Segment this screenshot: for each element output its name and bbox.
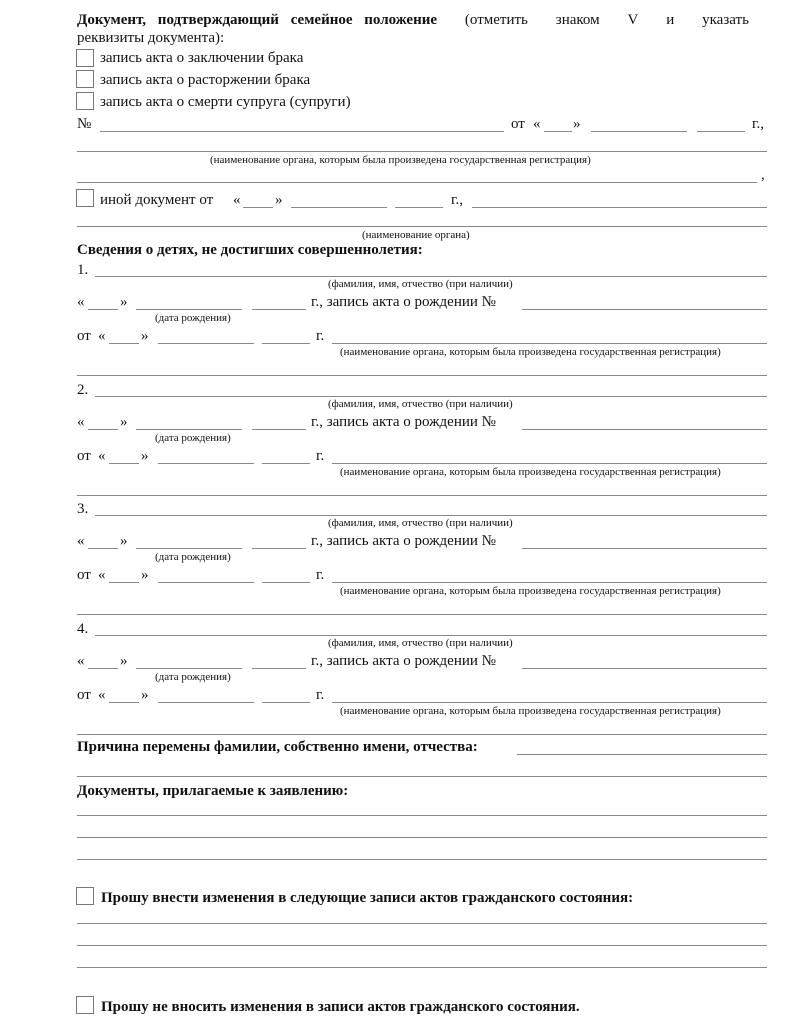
birth-month-field[interactable] [136, 309, 242, 310]
checkbox-divorce[interactable] [76, 70, 94, 88]
record-authority-field-2[interactable] [77, 614, 767, 615]
reason-field-line-2[interactable] [77, 776, 767, 777]
option-death-label: запись акта о смерти супруга (супруги) [100, 94, 351, 110]
child-number: 1. [77, 262, 89, 278]
birth-year-field[interactable] [252, 668, 306, 669]
birth-day-field[interactable] [88, 548, 118, 549]
record-authority-field[interactable] [332, 702, 767, 703]
attachments-label: Документы, прилагаемые к заявлению: [77, 783, 349, 799]
year-suffix: г. [316, 567, 325, 583]
open-quote: « [77, 294, 85, 310]
close-quote: » [141, 567, 149, 583]
hint-authority: (наименование органа) [362, 229, 470, 241]
other-authority-field[interactable] [77, 226, 767, 227]
year-suffix: г. [316, 328, 325, 344]
birth-record-number-field[interactable] [522, 309, 767, 310]
record-day-field[interactable] [109, 582, 139, 583]
close-quote: » [120, 653, 128, 669]
day-field[interactable] [544, 131, 572, 132]
hint-birth-date: (дата рождения) [155, 551, 231, 563]
hint-reg-authority: (наименование органа, которым была произведена государственная регистрация) [340, 585, 721, 597]
child-fio-field[interactable] [95, 515, 767, 516]
hint-reg-authority: (наименование органа, которым была произведена государственная регистрация) [210, 154, 591, 166]
doc-title-word: знаком [555, 12, 600, 28]
hint-reg-authority: (наименование органа, которым была произведена государственная регистрация) [340, 466, 721, 478]
option-other-label: иной документ от [100, 192, 214, 208]
open-quote: « [98, 448, 106, 464]
hint-reg-authority: (наименование органа, которым была произведена государственная регистрация) [340, 705, 721, 717]
year-suffix: г., [752, 116, 764, 132]
authority-field-line-2[interactable] [77, 182, 757, 183]
children-section-title: Сведения о детях, не достигших совершеннолетия: [77, 242, 423, 258]
hint-fio: (фамилия, имя, отчество (при наличии) [328, 278, 513, 290]
record-year-field[interactable] [262, 463, 310, 464]
year-suffix: г., [451, 192, 463, 208]
child-fio-field[interactable] [95, 276, 767, 277]
doc-title-word: указать [702, 12, 749, 28]
record-authority-field-2[interactable] [77, 734, 767, 735]
from-label: от [77, 687, 91, 703]
birth-day-field[interactable] [88, 309, 118, 310]
comma: , [761, 167, 765, 183]
birth-record-number-field[interactable] [522, 429, 767, 430]
birth-record-number-field[interactable] [522, 548, 767, 549]
from-label: от [77, 328, 91, 344]
birth-year-field[interactable] [252, 548, 306, 549]
record-authority-field[interactable] [332, 463, 767, 464]
close-quote: » [141, 448, 149, 464]
birth-record-label: г., запись акта о рождении № [311, 294, 496, 310]
attachments-line[interactable] [77, 815, 767, 816]
open-quote: « [533, 116, 541, 132]
checkbox-marriage[interactable] [76, 49, 94, 67]
year-suffix: г. [316, 687, 325, 703]
hint-birth-date: (дата рождения) [155, 312, 231, 324]
month-field[interactable] [591, 131, 687, 132]
hint-fio: (фамилия, имя, отчество (при наличии) [328, 517, 513, 529]
hint-birth-date: (дата рождения) [155, 671, 231, 683]
close-quote: » [120, 533, 128, 549]
doc-title-line2: реквизиты документа): [77, 30, 225, 46]
checkbox-spouse-death[interactable] [76, 92, 94, 110]
hint-reg-authority: (наименование органа, которым была произведена государственная регистрация) [340, 346, 721, 358]
from-label: от [77, 567, 91, 583]
record-authority-field[interactable] [332, 582, 767, 583]
from-label: от [511, 116, 525, 132]
year-field[interactable] [697, 131, 745, 132]
record-number-field[interactable] [100, 131, 504, 132]
hint-fio: (фамилия, имя, отчество (при наличии) [328, 637, 513, 649]
doc-title-bold: Документ, подтверждающий семейное положение [77, 12, 438, 28]
option-divorce-label: запись акта о расторжении брака [100, 72, 311, 88]
birth-record-number-field[interactable] [522, 668, 767, 669]
hint-fio: (фамилия, имя, отчество (при наличии) [328, 398, 513, 410]
birth-year-field[interactable] [252, 429, 306, 430]
checkbox-other-document[interactable] [76, 189, 94, 207]
doc-title-line1 [77, 12, 749, 29]
number-sign: № [77, 116, 92, 132]
other-document-field[interactable] [472, 207, 767, 208]
birth-month-field[interactable] [136, 668, 242, 669]
doc-title-word: и [666, 12, 675, 28]
record-year-field[interactable] [262, 582, 310, 583]
other-day-field[interactable] [243, 207, 273, 208]
record-day-field[interactable] [109, 463, 139, 464]
from-label: от [77, 448, 91, 464]
birth-day-field[interactable] [88, 668, 118, 669]
doc-title-word: (отметить [464, 12, 528, 28]
child-number: 2. [77, 382, 89, 398]
birth-day-field[interactable] [88, 429, 118, 430]
attachments-line[interactable] [77, 837, 767, 838]
child-number: 4. [77, 621, 89, 637]
checkbox-request-changes[interactable] [76, 887, 94, 905]
close-quote: » [275, 192, 283, 208]
record-authority-field-2[interactable] [77, 375, 767, 376]
other-year-field[interactable] [395, 207, 443, 208]
checkbox-request-no-changes[interactable] [76, 996, 94, 1014]
open-quote: « [98, 567, 106, 583]
other-month-field[interactable] [291, 207, 387, 208]
request-changes-line[interactable] [77, 967, 767, 968]
open-quote: « [77, 653, 85, 669]
record-day-field[interactable] [109, 702, 139, 703]
request-no-changes-label: Прошу не вносить изменения в записи актов гражданского состояния. [101, 999, 580, 1015]
child-fio-field[interactable] [95, 396, 767, 397]
record-month-field[interactable] [158, 582, 254, 583]
hint-birth-date: (дата рождения) [155, 432, 231, 444]
request-changes-line[interactable] [77, 923, 767, 924]
birth-month-field[interactable] [136, 548, 242, 549]
record-authority-field[interactable] [332, 343, 767, 344]
doc-title-word: V [627, 12, 639, 28]
year-suffix: г. [316, 448, 325, 464]
record-day-field[interactable] [109, 343, 139, 344]
record-year-field[interactable] [262, 702, 310, 703]
open-quote: « [77, 414, 85, 430]
child-fio-field[interactable] [95, 635, 767, 636]
close-quote: » [141, 328, 149, 344]
record-month-field[interactable] [158, 463, 254, 464]
reason-field[interactable] [517, 754, 767, 755]
birth-record-label: г., запись акта о рождении № [311, 653, 496, 669]
authority-field-line[interactable] [77, 151, 767, 152]
close-quote: » [120, 414, 128, 430]
attachments-line[interactable] [77, 859, 767, 860]
birth-record-label: г., запись акта о рождении № [311, 533, 496, 549]
record-month-field[interactable] [158, 702, 254, 703]
close-quote: » [573, 116, 581, 132]
request-changes-label: Прошу внести изменения в следующие записи актов гражданского состояния: [101, 890, 634, 906]
request-changes-line[interactable] [77, 945, 767, 946]
open-quote: « [98, 328, 106, 344]
record-authority-field-2[interactable] [77, 495, 767, 496]
record-month-field[interactable] [158, 343, 254, 344]
child-number: 3. [77, 501, 89, 517]
birth-year-field[interactable] [252, 309, 306, 310]
open-quote: « [233, 192, 241, 208]
open-quote: « [98, 687, 106, 703]
reason-label: Причина перемены фамилии, собственно имени, отчества: [77, 739, 478, 755]
birth-month-field[interactable] [136, 429, 242, 430]
option-marriage-label: запись акта о заключении брака [100, 50, 304, 66]
record-year-field[interactable] [262, 343, 310, 344]
birth-record-label: г., запись акта о рождении № [311, 414, 496, 430]
close-quote: » [141, 687, 149, 703]
close-quote: » [120, 294, 128, 310]
open-quote: « [77, 533, 85, 549]
